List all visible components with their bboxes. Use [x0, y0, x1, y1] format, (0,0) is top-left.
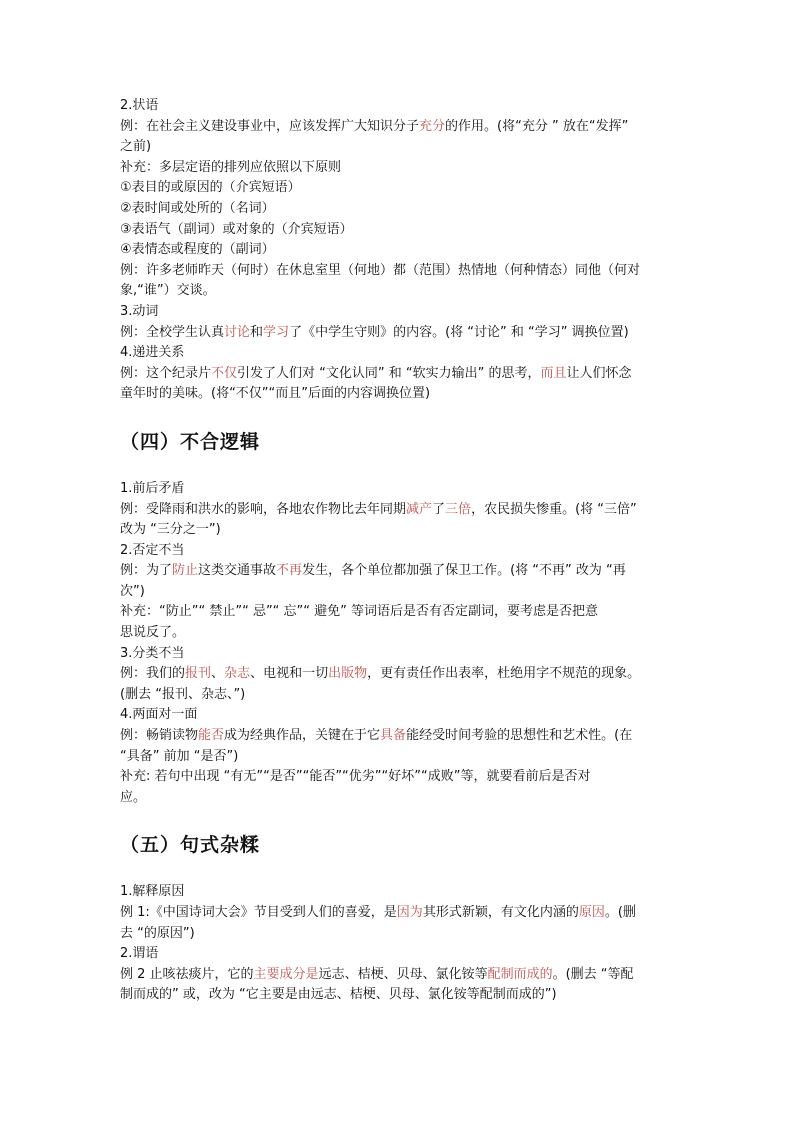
text: 。(删	[604, 905, 636, 920]
text: 远志、桔梗、贝母、氯化铵等	[318, 966, 488, 982]
item-heading-progressive: 4.递进关系	[120, 345, 185, 361]
highlight-word: 不再	[276, 563, 303, 579]
example-two-sides-line1	[120, 726, 686, 747]
text: 了	[432, 501, 446, 517]
example-progressive-line2: 童年时的美味。(将“不仅”“而且”后面的内容调换位置)	[120, 386, 431, 402]
example-verb	[120, 323, 686, 344]
example-predicate-line2: 制而成的” 或，改为 “它主要是由远志、桔梗、贝母、氯化铵等配制而成的”)	[120, 987, 557, 1003]
example-contradiction-line1	[120, 500, 686, 521]
text: ，更有责任作出表率，杜绝用字不规范的现象。	[367, 666, 641, 682]
supplement-two-sides-line2: 应。	[120, 789, 147, 805]
highlight-word: 三倍	[445, 501, 472, 517]
item-heading-reason: 1.解释原因	[120, 884, 185, 900]
rule-item: ③表语气（副词）或对象的（介宾短语）	[120, 221, 353, 237]
highlight-word: 因为	[396, 905, 423, 920]
text: 引发了人们对 “文化认同” 和 “软实力输出” 的思考，	[237, 365, 541, 381]
example-reason-line2: 去 “的原因”)	[120, 925, 195, 941]
text: 。(删去 “等配	[552, 966, 634, 982]
text: 、电视和一切	[250, 666, 329, 682]
text: 例 2 止咳祛痰片，它的	[120, 966, 254, 982]
text: 发生，各个单位都加强了保卫工作。(将 “不再” 改为 “再	[302, 563, 626, 579]
text: 例：这个纪录片	[120, 365, 212, 381]
supplement-negation-line1: 补充：“防止”“ 禁止”“ 忌”“ 忘”“ 避免” 等词语后是否有否定副词，要考虑是否把意	[120, 604, 599, 620]
highlight-word: 减产	[406, 501, 433, 517]
example-two-sides-line2: “具备” 前加 “是否”)	[120, 748, 239, 764]
highlight-word: 充分	[419, 118, 446, 134]
rule-item: ②表时间或处所的（名词）	[120, 200, 275, 216]
item-heading-classification: 3.分类不当	[120, 645, 185, 661]
supplement-two-sides-line1: 补充: 若句中出现 “有无”“是否”“能否”“优劣”“好坏”“成败”等，就要看前后是否对	[120, 769, 591, 785]
text: 例：受降雨和洪水的影响，各地农作物比去年同期	[120, 501, 407, 517]
highlight-word: 不仅	[211, 365, 238, 381]
example-predicate-line1	[120, 965, 686, 986]
text: 例 1:《中国诗词大会》节目受到人们的喜爱，是	[120, 905, 397, 920]
text: ，农民损失惨重。(将 “三倍”	[471, 501, 637, 517]
example-classification-line2: (删去 “报刊、杂志、”)	[120, 686, 246, 702]
supplement-title: 补充：多层定语的排列应依照以下原则	[120, 159, 342, 175]
example-negation-line1	[120, 561, 686, 582]
highlight-word: 讨论	[224, 324, 251, 340]
example-reason-line1	[120, 903, 686, 924]
text: 例：我们的	[120, 666, 186, 682]
item-heading-two-sides: 4.两面对一面	[120, 707, 198, 723]
text: 和	[250, 324, 264, 340]
text: 例：在社会主义建设事业中，应该发挥广大知识分子	[120, 118, 420, 134]
supplement-negation-line2: 思说反了。	[120, 625, 186, 641]
highlight-word: 配制而成的	[487, 966, 553, 982]
rule-item: ④表情态或程度的（副词）	[120, 242, 275, 258]
text: 能经受时间考验的思想性和艺术性。(在	[406, 728, 633, 744]
item-heading-adverbial: 2.状语	[120, 98, 159, 113]
example-order-line1: 例：许多老师昨天（何时）在休息室里（何地）都（范围）热情地（何种情态）同他（何对	[120, 262, 641, 278]
text: 其形式新颖，有文化内涵的	[422, 905, 579, 920]
example-adverbial-line1	[120, 117, 686, 138]
highlight-word: 学习	[263, 324, 290, 340]
text: 这类交通事故	[198, 563, 277, 579]
document-page	[120, 96, 686, 1006]
highlight-word: 报刊	[185, 666, 212, 682]
section-title-mixed-syntax: （五）句式杂糅	[120, 834, 261, 857]
text: 了《中学生守则》的内容。(将 “讨论” 和 “学习” 调换位置)	[289, 324, 629, 340]
item-heading-verb: 3.动词	[120, 303, 159, 319]
item-heading-negation: 2.否定不当	[120, 542, 185, 558]
item-heading-contradiction: 1.前后矛盾	[120, 480, 185, 496]
example-progressive-line1	[120, 364, 686, 385]
highlight-word: 杂志	[224, 666, 251, 682]
highlight-word: 出版物	[328, 666, 368, 682]
highlight-word: 主要成分是	[253, 966, 319, 982]
text: 、	[211, 666, 225, 682]
example-classification-line1	[120, 664, 686, 685]
example-negation-line2: 次”)	[120, 583, 145, 599]
highlight-word: 防止	[172, 563, 199, 579]
example-adverbial-line2: 之前)	[120, 139, 152, 155]
text: 例：全校学生认真	[120, 324, 225, 340]
text: 让人们怀念	[566, 365, 632, 381]
highlight-word: 而且	[540, 365, 567, 381]
rule-item: ①表目的或原因的（介宾短语）	[120, 180, 301, 196]
highlight-word: 能否	[198, 728, 225, 744]
text: 例：畅销读物	[120, 728, 199, 744]
example-order-line2: 象,“谁”）交谈。	[120, 283, 216, 299]
text: 成为经典作品，关键在于它	[224, 728, 381, 744]
highlight-word: 原因	[578, 905, 605, 920]
item-heading-predicate: 2.谓语	[120, 946, 159, 962]
text: 的作用。(将“充分 ” 放在“发挥”	[445, 118, 629, 134]
highlight-word: 具备	[380, 728, 407, 744]
section-title-illogical: （四）不合逻辑	[120, 430, 261, 453]
example-contradiction-line2: 改为 “三分之一”)	[120, 522, 221, 538]
text: 例：为了	[120, 563, 173, 579]
